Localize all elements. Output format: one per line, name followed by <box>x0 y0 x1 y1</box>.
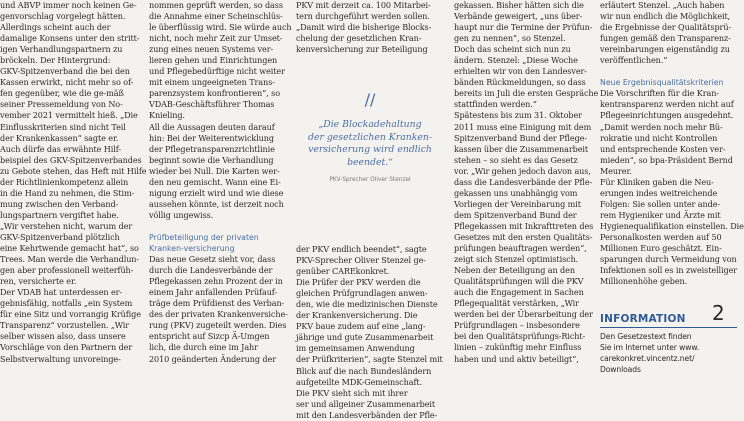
text-line: Blick auf die nach Bundesländern <box>296 365 432 376</box>
text-line: Trees. Man werde die Verhandlun- <box>0 254 140 265</box>
text-line: fen gegenüber, wie die ge-mäß <box>0 88 124 99</box>
text-line: carekonkret.vincentz.net/ <box>600 354 695 364</box>
text-line: im gemeinsamen Anwendung <box>296 343 415 354</box>
text-line: ändern. Stenzel: „Diese Woche <box>454 55 578 66</box>
text-line: Downloads <box>600 365 641 375</box>
text-line: und entsprechende Kosten ver- <box>600 143 726 154</box>
text-line: Kranken-versicherung <box>149 244 235 254</box>
text-line: Folgen: Sie sollen unter ande- <box>600 198 721 209</box>
text-line: eine Kehrtwende gemacht hat“, so <box>0 243 139 254</box>
text-line: wir nun endlich die Möglichkeit, <box>600 11 731 22</box>
text-line: Für Kliniken gaben die Neu- <box>600 176 714 187</box>
text-line: Millionenhöhe geben. <box>600 276 688 287</box>
text-line: den, wie die medizinischen Dienste <box>296 299 438 310</box>
text-line: Knieling. <box>149 110 185 121</box>
text-line: „Damit wird die bisherige Blocks- <box>296 22 432 33</box>
text-line: entspricht auf Sizcp Ä-Umgen <box>149 331 270 342</box>
text-line: des der privaten Krankenversiche- <box>149 309 288 320</box>
text-line: genüber CAREkonkret. <box>296 266 390 277</box>
quote-mark-icon: // <box>364 90 376 109</box>
text-line: mit den Landesverbänden der Pfle- <box>296 409 438 420</box>
text-line <box>149 221 285 232</box>
text-line: Prüfbeteiligung der privaten <box>149 232 259 242</box>
text-line: bröckeln. Der Hintergrund: <box>0 55 111 66</box>
text-line: bei den Qualitätsprüfungs-Richt- <box>454 331 586 342</box>
text-line: genvorschlag vorgelegt hätten. <box>0 11 126 22</box>
text-line: für eine Sitz und vorrangig Krüfige <box>0 309 141 320</box>
text-line: mung zwischen den Verband- <box>0 198 119 209</box>
text-line: in die Hand zu nehmen, die Stim- <box>0 187 135 198</box>
text-line: jährige und gute Zusammenarbeit <box>296 332 434 343</box>
text-line: der Krankenkassen“ sagte er. <box>0 132 119 143</box>
text-line: damalige Konsens unter den stritt- <box>0 33 140 44</box>
text-line: Doch das scheint sich nun zu <box>454 44 571 55</box>
text-line: VDAB-Geschäftsführer Thomas <box>149 99 275 110</box>
text-line: 2011 muss eine Einigung mit dem <box>454 121 592 132</box>
text-line: bänden Rückmeldungen, so dass <box>454 77 586 88</box>
text-line: zeigt sich Stenzel optimistisch. <box>454 254 579 265</box>
text-line: Die Prüfer der PKV werden die <box>296 277 421 288</box>
text-line: chelung der gesetzlichen Kran- <box>296 33 422 44</box>
text-line: igen Verhandlungspartnern zu <box>0 44 123 55</box>
text-line: Die Vorschriften für die Kran- <box>600 88 719 99</box>
text-line: zu Gebote stehen, das Heft mit Hilfe <box>0 165 147 176</box>
text-line: Vorschläge von den Partnern der <box>0 342 133 353</box>
text-line: auch die Engagement in Sachen <box>454 287 584 298</box>
text-line: erläutert Stenzel. „Auch haben <box>600 0 725 10</box>
text-line: völlig ungewiss. <box>149 209 214 220</box>
text-line: Das neue Gesetz sieht vor, dass <box>149 254 276 265</box>
text-line: Personalkosten werden auf 50 <box>600 231 722 242</box>
text-line: der Prüfkriterien“, sagte Stenzel mit <box>296 354 443 365</box>
text-line: All die Aussagen deuten darauf <box>149 121 275 132</box>
text-line: GKV-Spitzenverband die bei den <box>0 66 130 77</box>
article-column-3-lower <box>296 244 444 420</box>
text-line: seiner Pressemeldung von No- <box>0 99 123 110</box>
text-line: und ABVP immer noch keinen Ge- <box>0 0 137 10</box>
text-line: haben und und aktiv beteiligt“, <box>454 353 579 364</box>
pull-quote-credit: PKV-Sprecher Oliver Stenzel <box>329 177 411 183</box>
text-line: aussehen könnte, ist derzeit noch <box>149 198 284 209</box>
text-line: Den Gesetzestext finden <box>600 332 692 342</box>
text-line: werden bei der Überarbeitung der <box>454 309 593 320</box>
text-line: rung (PKV) zugeteilt werden. Dies <box>149 320 287 331</box>
text-line: Gesetzes mit den ersten Qualitäts- <box>454 231 593 242</box>
text-line: prüfungen beauftragen werden“, <box>454 243 587 254</box>
text-line: kenversicherung zur Beteiligung <box>296 44 428 55</box>
text-line: mit einem ungeeigneten Trans- <box>149 77 275 88</box>
text-line: gen aber professionell weiterfüh- <box>0 265 134 276</box>
information-divider <box>600 327 737 328</box>
text-line: die Annahme einer Scheinschlüs- <box>149 11 283 22</box>
text-line: Sie im Internet unter www. <box>600 343 700 353</box>
text-line: mieden“, so bpa-Präsident Bernd <box>600 154 733 165</box>
text-line: Spitzenverband Bund der Pflege- <box>454 132 588 143</box>
text-line: „Damit werden noch mehr Bü- <box>600 121 723 132</box>
text-line: ser und allgeiner Zusammenarbeit <box>296 398 436 409</box>
text-line: Spätestens bis zum 31. Oktober <box>454 110 582 121</box>
text-line: haupt nur die Termine der Prüfun- <box>454 22 593 33</box>
text-line: vereinbarungen eigenständig zu <box>600 44 730 55</box>
text-line: erungen indes weitreichende <box>600 187 718 198</box>
text-line: le überflüssig wird. Sie würde auch <box>149 22 292 33</box>
text-line: 2010 geänderten Änderung der <box>149 353 276 364</box>
text-line: gleichen Prüfgrundlagen anwen- <box>296 288 428 299</box>
text-line: Einflusskriterien sind nicht Teil <box>0 121 126 132</box>
text-line: bereits im Juli die ersten Gespräche <box>454 88 599 99</box>
information-text <box>600 331 737 375</box>
text-line: durch die Landesverbände der <box>149 265 273 276</box>
text-line: nigung erzielt wird und wie diese <box>149 187 284 198</box>
text-line: lich, die durch eine im Jahr <box>149 342 258 353</box>
text-line: der Richtlinienkompetenz allein <box>0 176 129 187</box>
text-line: Die PKV sieht sich mit ihrer <box>296 387 408 398</box>
text-line: aufgeteilte MDK-Gemeinschaft. <box>296 376 422 387</box>
text-line: Qualitätsprüfungen will die PKV <box>454 276 584 287</box>
text-line: selber wissen also, dass unsere <box>0 331 126 342</box>
text-line: linien – zukünftig mehr Einfluss <box>454 342 582 353</box>
text-line: Pflegekassen zehn Prozent der in <box>149 276 283 287</box>
text-line: der Pflegetransparenzrichtlinie <box>149 143 275 154</box>
text-line: erhielten wir von den Landesver- <box>454 66 587 77</box>
text-line: parenzsystem konfrontieren“, so <box>149 88 280 99</box>
text-line: stattfinden werden.“ <box>454 99 537 110</box>
text-line: rem Hygieniker und Ärzte mit <box>600 209 721 220</box>
text-line: Pflegequalität verstärken, „Wir <box>454 298 579 309</box>
text-line: gekassen. Bisher hätten sich die <box>454 0 584 10</box>
pull-quote-text: „Die Blockadehaltung der gesetzlichen Kranken- versicherung wird endlich beendet.“ <box>308 119 432 168</box>
text-line: nicht, noch mehr Zeit zur Umset- <box>149 33 283 44</box>
text-line: zung eines neuen Systems ver- <box>149 44 274 55</box>
text-line: ren, versicherte er. <box>0 276 77 287</box>
pull-quote <box>296 80 444 240</box>
text-line: sparungen durch Vermeidung von <box>600 254 737 265</box>
text-line: die Ergebnisse der Qualitätsprü- <box>600 22 732 33</box>
text-line: vember 2021 vermittelt hieß. „Die <box>0 110 138 121</box>
text-line: Allerdings scheint auch der <box>0 22 111 33</box>
text-line: Neben der Beteiligung an den <box>454 265 575 276</box>
article-column-5 <box>600 0 744 402</box>
text-line <box>600 66 737 77</box>
text-line: kentransparenz werden nicht auf <box>600 99 734 110</box>
text-line: Transparenz“ vorzustellen. „Wir <box>0 320 130 331</box>
text-line: wieder bei Null. Die Karten wer- <box>149 165 280 176</box>
text-line: Verbände geweigert, „uns über- <box>454 11 583 22</box>
text-line: fungen gemäß den Transparenz- <box>600 33 731 44</box>
text-line: beispiel des GKV-Spitzenverbandes <box>0 154 142 165</box>
text-line: Meurer. <box>600 165 632 176</box>
text-line: Prüfgrundlagen – insbesondere <box>454 320 580 331</box>
text-line: Hygienequalifikation einstellen. Die <box>600 220 744 231</box>
text-line: und Pflegebedürftige nicht weiter <box>149 66 285 77</box>
column-5-top-text <box>600 0 744 287</box>
article-column-1 <box>0 0 147 402</box>
text-line: Pflegekassen mit Inkrafttreten des <box>454 220 594 231</box>
text-line: Der VDAB hat unterdessen er- <box>0 287 123 298</box>
text-line: GKV-Spitzenverband plötzlich <box>0 231 120 242</box>
text-line: Pflegeeinrichtungen ausgedehnt. <box>600 110 734 121</box>
text-line: den neu gemischt. Wann eine Ei- <box>149 176 281 187</box>
text-line: stehen – so sieht es das Gesetz <box>454 154 578 165</box>
article-column-4 <box>454 0 599 402</box>
information-title: INFORMATION <box>600 313 686 325</box>
text-line: vor. „Wir gehen jedoch davon aus, <box>454 165 591 176</box>
article-column-2 <box>149 0 292 402</box>
text-line: nommen geprüft werden, so dass <box>149 0 283 10</box>
text-line: Auch dürfe das erwähnte Hilf- <box>0 143 121 154</box>
text-line: lungspartnern vergiftet habe. <box>0 209 119 220</box>
text-line: hin: Bei der Weiterentwicklung <box>149 132 274 143</box>
text-line: Kassen erwirkt, nicht mehr so of- <box>0 77 134 88</box>
text-line: gebnisfähig, notfalls „ein System <box>0 298 133 309</box>
text-line: träge dem Prüfdienst des Verban- <box>149 298 285 309</box>
text-line: kassen über die Zusammenarbeit <box>454 143 589 154</box>
text-line: PKV-Sprecher Oliver Stenzel ge- <box>296 255 426 266</box>
text-line: dass die Landesverbände der Pfle- <box>454 176 593 187</box>
text-line: gen zu nennen“, so Stenzel. <box>454 33 566 44</box>
text-line: Millionen Euro geschätzt. Ein- <box>600 243 722 254</box>
text-line: Neue Ergebnisqualitätskriterien <box>600 78 724 88</box>
text-line: der Krankenversicherung. Die <box>296 310 418 321</box>
text-line: Selbstverwaltung unvoreinge- <box>0 353 121 364</box>
text-line: PKV baue zudem auf eine „lang- <box>296 321 426 332</box>
page-number: 2 <box>712 301 725 325</box>
text-line: lieren gehen und Einrichtungen <box>149 55 278 66</box>
text-line: beginnt sowie die Verhandlung <box>149 154 274 165</box>
column-3-bottom-text <box>296 244 444 421</box>
text-line: gekassen uns unabhängig vom <box>454 187 578 198</box>
column-3-top-text <box>296 0 444 55</box>
text-line: dem Spitzenverband Bund der <box>454 209 577 220</box>
text-line: Vorliegen der Vereinbarung mit <box>454 198 581 209</box>
text-line: der PKV endlich beendet“, sagte <box>296 244 427 254</box>
text-line: PKV mit derzeit ca. 100 Mitarbei- <box>296 0 431 10</box>
text-line: „Wir verstehen nicht, warum der <box>0 220 133 231</box>
text-line: einem Jahr anfallenden Prüfauf- <box>149 287 278 298</box>
text-line: tern durchgeführt werden sollen. <box>296 11 430 22</box>
text-line: veröffentlichen.“ <box>600 55 668 66</box>
text-line: Infektionen soll es in zweistelliger <box>600 265 738 276</box>
text-line: rokratie und nicht Kontrollen <box>600 132 718 143</box>
